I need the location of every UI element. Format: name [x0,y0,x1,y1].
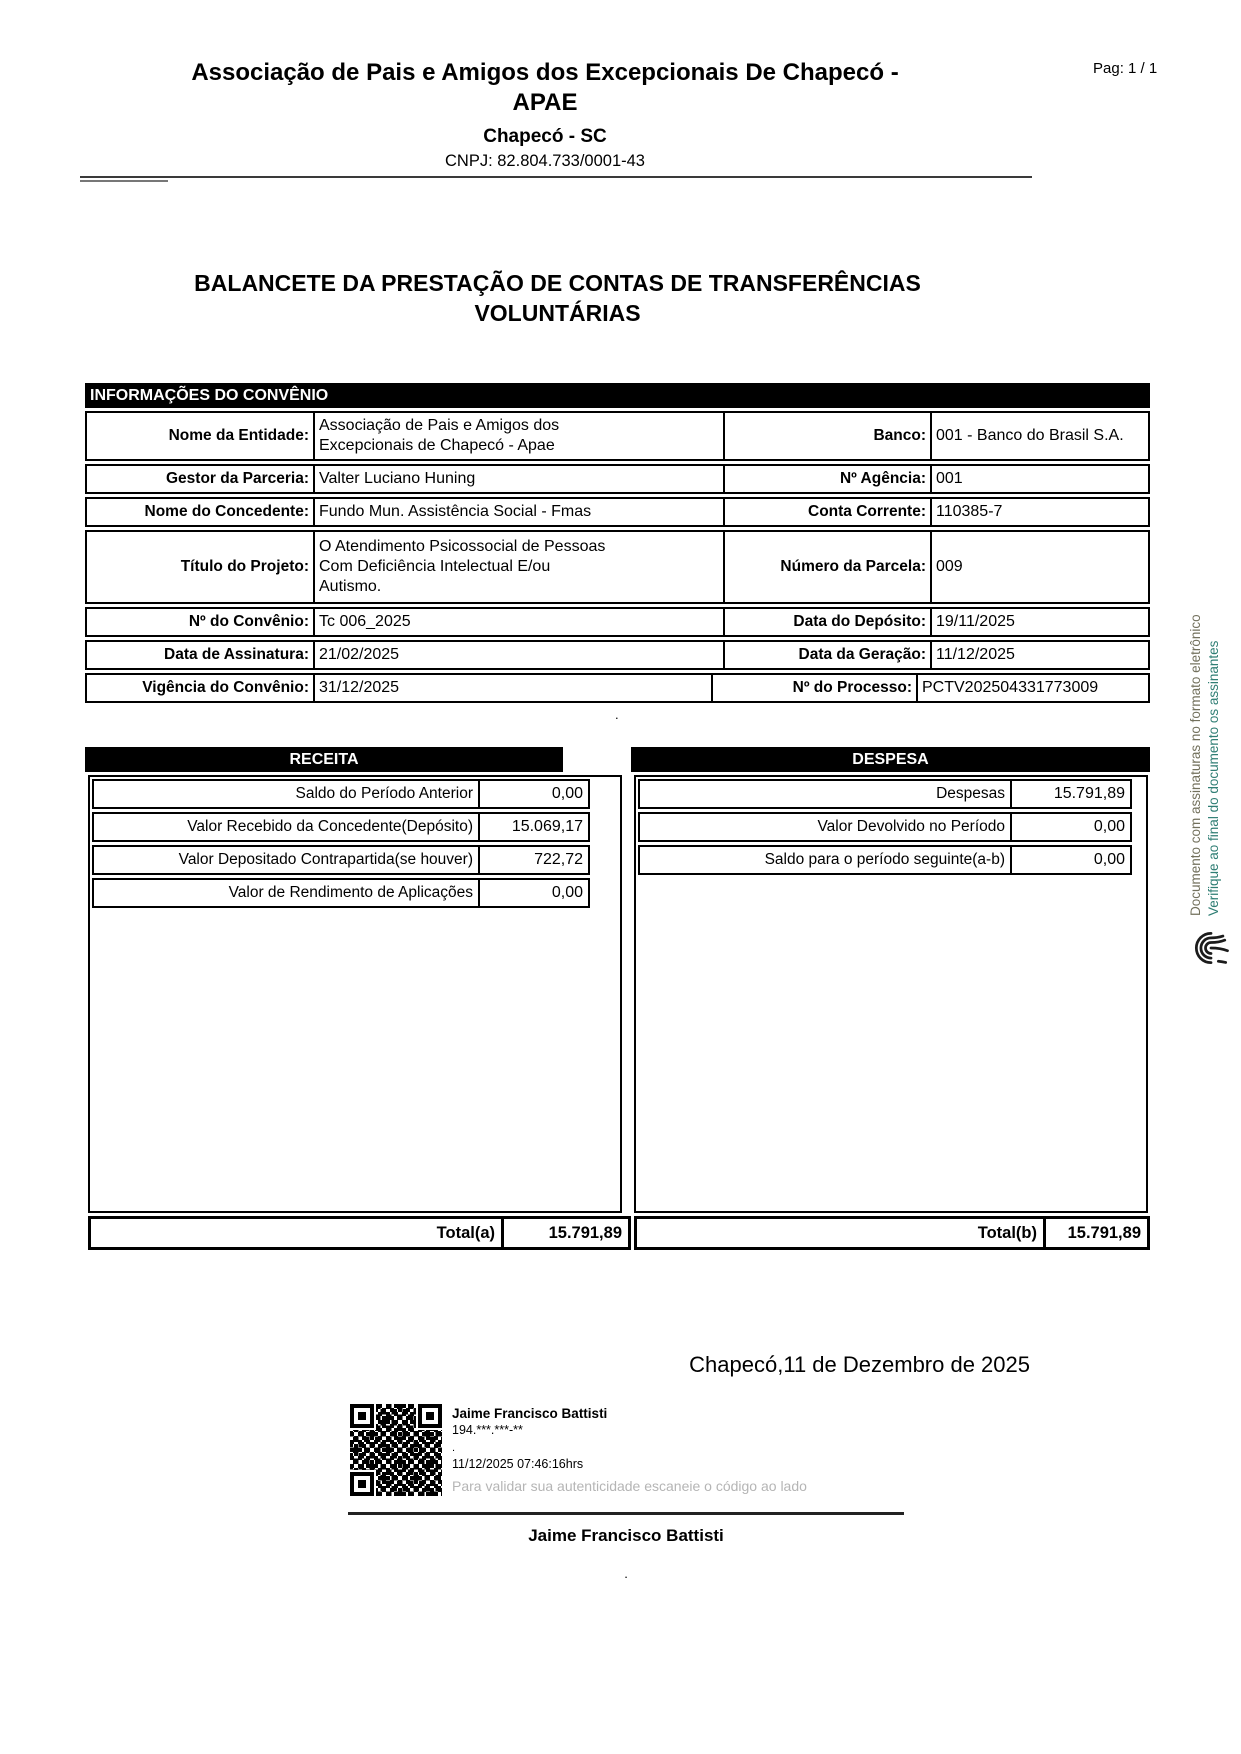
entity-cnpj: CNPJ: 82.804.733/0001-43 [445,152,645,170]
stray-dot: . [615,707,619,722]
row-value: 0,00 [1012,812,1132,842]
electronic-signature-notice [1187,542,1223,916]
receita-total-row [88,1216,631,1250]
page-counter: Pag: 1 / 1 [1093,60,1158,77]
city-date-line: Chapecó,11 de Dezembro de 2025 [689,1352,1030,1377]
document-title-line2: VOLUNTÁRIAS [474,300,641,326]
signer-name: Jaime Francisco Battisti [452,1406,608,1421]
table-row [85,464,1150,494]
row-value: 0,00 [1012,845,1132,875]
table-row [92,845,590,875]
row-label: Valor de Rendimento de Aplicações [92,878,480,908]
row-value: 009 [932,530,1150,604]
total-label: Total(a) [88,1216,504,1250]
table-row [85,607,1150,637]
receita-table [88,775,622,1213]
row-value: 722,72 [480,845,590,875]
row-value: O Atendimento Psicossocial de Pessoas Com Deficiência Intelectual E/ou Autismo. [315,530,725,604]
table-row [85,530,1150,604]
row-value: Tc 006_2025 [315,607,725,637]
table-row [85,497,1150,527]
row-value: 15.069,17 [480,812,590,842]
qr-finder-icon [350,1404,374,1428]
despesa-table [634,775,1148,1213]
header-divider [80,176,1032,178]
row-value: 21/02/2025 [315,640,725,670]
document-title [85,268,1030,328]
row-label: Data da Geração: [725,640,932,670]
qr-finder-icon [350,1472,374,1496]
fingerprint-icon [1188,926,1234,975]
row-label: Título do Projeto: [85,530,315,604]
signature-under-dot: . [624,1566,628,1581]
total-value: 15.791,89 [1046,1216,1150,1250]
row-label: Despesas [638,779,1012,809]
qr-validation-hint: Para validar sua autenticidade escaneie o código ao lado [452,1478,807,1494]
letterhead [60,58,1030,171]
table-row [638,779,1132,809]
despesa-header: DESPESA [631,747,1150,772]
despesa-total-row [634,1216,1150,1250]
row-label: Nº do Convênio: [85,607,315,637]
signature-line [348,1512,904,1515]
row-label: Data do Depósito: [725,607,932,637]
info-table-header: INFORMAÇÕES DO CONVÊNIO [85,383,1150,408]
row-label: Banco: [725,411,932,461]
row-label: Saldo do Período Anterior [92,779,480,809]
row-value: PCTV202504331773009 [918,673,1150,703]
row-label: Nº do Processo: [713,673,918,703]
row-value: 31/12/2025 [315,673,713,703]
row-value: 11/12/2025 [932,640,1150,670]
row-label: Valor Devolvido no Período [638,812,1012,842]
table-row [92,779,590,809]
table-row [92,878,590,908]
despesa-rows [638,779,1132,878]
signer-printed-name: Jaime Francisco Battisti [528,1526,724,1545]
qr-finder-icon [418,1404,442,1428]
table-row [638,812,1132,842]
document-title-line1: BALANCETE DA PRESTAÇÃO DE CONTAS DE TRANSFERÊNCIAS [194,270,921,296]
notice-line2: Verifique ao final do documento os assinantes [1206,640,1221,916]
total-value: 15.791,89 [504,1216,631,1250]
row-value: 0,00 [480,878,590,908]
table-row [92,812,590,842]
row-label: Valor Recebido da Concedente(Depósito) [92,812,480,842]
table-row [85,411,1150,461]
row-value: Associação de Pais e Amigos dos Excepcionais de Chapecó - Apae [315,411,725,461]
header-divider-stub [80,180,168,182]
row-label: Data de Assinatura: [85,640,315,670]
qr-code [350,1404,442,1496]
notice-line1: Documento com assinaturas no formato eletrônico [1188,614,1203,916]
entity-title-line1: Associação de Pais e Amigos dos Excepcionais De Chapecó - [191,59,899,86]
signature-details [452,1406,872,1494]
entity-city: Chapecó - SC [483,126,607,147]
receita-header: RECEITA [85,747,563,772]
row-label: Valor Depositado Contrapartida(se houver) [92,845,480,875]
signature-datetime: 11/12/2025 07:46:16hrs [452,1457,584,1471]
total-label: Total(b) [634,1216,1046,1250]
signer-cpf: 194.***.***-** [452,1423,523,1437]
row-label: Nº Agência: [725,464,932,494]
row-value: 110385-7 [932,497,1150,527]
row-label: Conta Corrente: [725,497,932,527]
row-value: 001 [932,464,1150,494]
row-value: Valter Luciano Huning [315,464,725,494]
agreement-info-table [85,383,1150,703]
table-row [85,640,1150,670]
row-label: Gestor da Parceria: [85,464,315,494]
row-value: 001 - Banco do Brasil S.A. [932,411,1150,461]
row-value: 15.791,89 [1012,779,1132,809]
row-label: Número da Parcela: [725,530,932,604]
row-label: Saldo para o período seguinte(a-b) [638,845,1012,875]
receita-rows [92,779,590,911]
row-value: Fundo Mun. Assistência Social - Fmas [315,497,725,527]
table-row [85,673,1150,703]
row-label: Nome da Entidade: [85,411,315,461]
row-value: 19/11/2025 [932,607,1150,637]
row-label: Nome do Concedente: [85,497,315,527]
table-row [638,845,1132,875]
signature-dot: . [452,1442,456,1454]
entity-title-line2: APAE [512,89,578,116]
row-value: 0,00 [480,779,590,809]
entity-title [60,58,1030,118]
row-label: Vigência do Convênio: [85,673,315,703]
